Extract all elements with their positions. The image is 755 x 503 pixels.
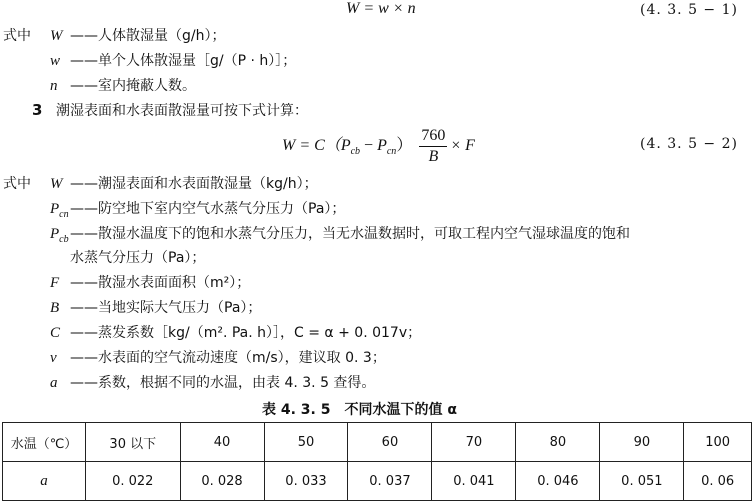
definition-text: ——散湿水表面面积（m²）； [70,275,251,291]
table-cell: 0. 06 [684,462,752,501]
table-cell: 0. 041 [432,462,516,501]
table-cell: 0. 028 [180,462,264,501]
definition-text: ——人体散湿量（g/h）； [70,28,226,44]
definition-text: ——散湿水温度下的饱和水蒸气分压力，当无水温数据时，可取工程内空气湿球温度的饱和 [70,226,630,242]
definition-row [50,224,630,249]
definition-symbol: F [50,275,60,291]
definition-symbol: n [50,78,58,94]
table-cell: 0. 046 [516,462,600,501]
definition-symbol: W [50,176,63,192]
definition-row [50,51,296,70]
definition-text: ——防空地下室内空气水蒸气分压力（Pa）； [70,201,346,217]
table-cell: 70 [432,423,516,462]
equation-2-minus: − [360,137,378,155]
table-cell: 40 [180,423,264,462]
definition-text: ——当地实际大气压力（Pa）； [70,300,262,316]
table-header-row [3,423,752,462]
definition-symbol-letter: P [50,226,60,242]
table-cell: 30 以下 [86,423,181,462]
table-cell: 0. 051 [600,462,684,501]
item-3 [32,101,308,120]
definition-text: ——水表面的空气流动速度（m/s），建议取 0. 3； [70,350,386,366]
where-label-2: 式中 [3,176,31,192]
equation-1-formula: W = w × n [346,0,416,17]
definition-symbol: W [50,28,63,44]
equation-2-numerator: 760 [419,126,447,147]
definition-row [50,348,386,367]
definition-row [50,199,345,224]
equation-1 [346,0,416,18]
table-row [3,462,752,501]
table-cell: a [3,462,86,501]
definition-row [50,26,225,45]
equation-2-p2-subscript: cn [386,146,397,158]
definition-symbol-letter: P [50,201,60,217]
item-3-text: 潮湿表面和水表面散湿量可按下式计算： [56,103,308,119]
equation-2-fraction [419,126,447,167]
table-cell: 水温（℃） [3,423,86,462]
table-caption: 表 4. 3. 5 不同水温下的值 α [262,402,457,418]
definition-symbol: C [50,325,61,341]
table-cell: 0. 033 [264,462,348,501]
equation-2-lhs: W = C（ [282,137,341,155]
table-cell: 0. 022 [86,462,181,501]
water-temperature-table [2,422,752,501]
definition-row [50,76,196,95]
table-cell: 50 [264,423,348,462]
table-cell: 100 [684,423,752,462]
equation-2-p1: P [340,137,351,155]
definition-symbol: a [50,375,58,391]
table-cell: 80 [516,423,600,462]
item-3-number: 3 [32,101,43,119]
table-cell: 90 [600,423,684,462]
where-label-1: 式中 [3,28,31,44]
definition-symbol [50,225,70,249]
definition-symbol: w [50,53,61,69]
definition-row [50,323,421,342]
equation-2 [282,126,475,167]
equation-2-denominator: B [428,148,439,165]
equation-2-p1-subscript: cb [350,146,361,158]
definition-text: ——室内掩蔽人数。 [70,78,196,94]
equation-2-number: (4. 3. 5 − 2) [640,136,738,152]
definition-text: 水蒸气分压力（Pa）； [70,250,206,266]
definition-row [50,273,250,292]
definition-row [50,298,261,317]
definition-text: ——系数，根据不同的水温，由表 4. 3. 5 查得。 [70,375,376,391]
equation-1-number: (4. 3. 5 − 1) [640,2,738,18]
definition-row [50,373,375,392]
table-cell: 60 [348,423,432,462]
definition-symbol: B [50,300,60,316]
definition-symbol-subscript: cb [59,234,69,245]
equation-2-rparen: ） [396,137,413,155]
equation-2-tail: × F [450,137,475,155]
definition-text: ——单个人体散湿量［g/（P · h）］； [70,53,297,69]
definition-row-continuation [70,248,205,267]
definition-symbol [50,200,70,224]
equation-2-p2: P [377,137,387,155]
table-cell: 0. 037 [348,462,432,501]
definition-row [50,174,318,193]
definition-symbol: v [50,350,57,366]
definition-symbol-subscript: cn [59,209,69,220]
definition-text: ——潮湿表面和水表面散湿量（kg/h）； [70,176,318,192]
definition-text: ——蒸发系数［kg/（m². Pa. h）］，C = α + 0. 017v； [70,325,422,341]
